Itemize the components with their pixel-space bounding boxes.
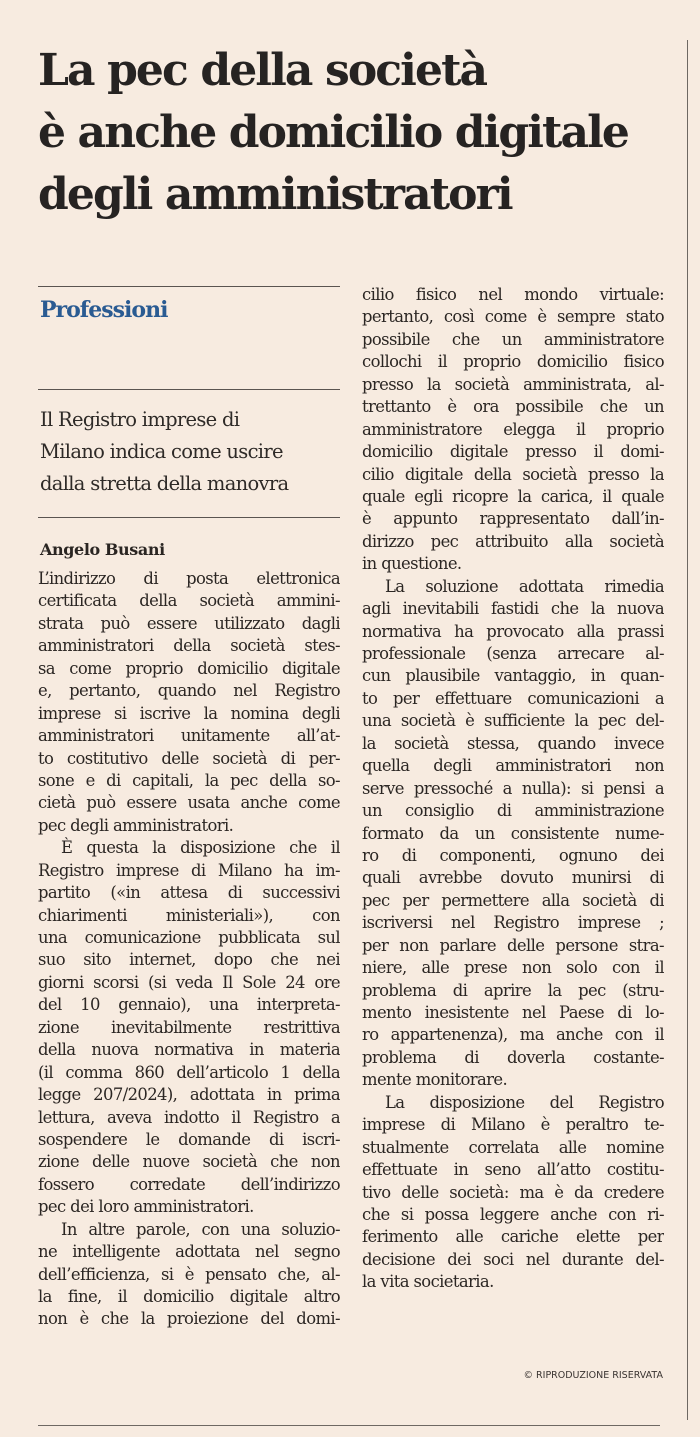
text-line: agli inevitabili fastidi che la nuova [362, 599, 664, 619]
divider [38, 286, 340, 287]
text-line: della nuova normativa in materia [38, 1040, 340, 1060]
text-line: È questa la disposizione che il [61, 838, 340, 858]
text-line: (il comma 860 dell’articolo 1 della [38, 1062, 340, 1082]
text-line: lettura, aveva indotto il Registro a [38, 1107, 340, 1127]
text-line: cilio fisico nel mondo virtuale: [362, 285, 664, 304]
text-line: La soluzione adottata rimedia [385, 576, 664, 596]
author-byline: Angelo Busani [40, 540, 165, 559]
text-line: decisione dei soci nel durante del- [362, 1249, 664, 1269]
text-line: quali avrebbe dovuto munirsi di [362, 868, 664, 888]
text-line: zione inevitabilmente restrittiva [38, 1017, 340, 1037]
article-column-1 [38, 568, 340, 1331]
text-line: in questione. [362, 554, 462, 574]
text-line: giorni scorsi (si veda Il Sole 24 ore [38, 972, 340, 992]
text-line: la fine, il domicilio digitale altro [38, 1287, 340, 1306]
text-line: amministratori unitamente all’at- [38, 726, 340, 746]
text-line: amministratore elegga il proprio [362, 419, 664, 439]
text-line: Registro imprese di Milano ha im- [38, 860, 340, 880]
text-line: presso la società amministrata, al- [362, 374, 664, 394]
text-line: imprese di Milano è peraltro te- [362, 1115, 664, 1135]
text-line: effettuate in seno all’atto costitu- [362, 1160, 664, 1180]
text-line: serve pressoché a nulla): si pensi a [362, 778, 664, 798]
text-line: ferimento alle cariche elette per [362, 1227, 664, 1247]
text-line: pec degli amministratori. [38, 815, 234, 835]
text-line: fossero corredate dell’indirizzo [38, 1174, 340, 1194]
text-line: L’indirizzo di posta elettronica [38, 569, 340, 588]
headline-line: degli amministratori [38, 169, 512, 220]
text-line: e, pertanto, quando nel Registro [38, 681, 340, 701]
text-line: amministratori della società stes- [38, 636, 340, 656]
text-line: quale egli ricopre la carica, il quale [362, 486, 664, 506]
text-line: normativa ha provocato alla prassi [362, 621, 664, 641]
section-label: Professioni [40, 297, 168, 323]
text-line: ro di componenti, ognuno dei [362, 845, 664, 865]
text-line: cietà può essere usata anche come [38, 793, 340, 813]
text-line: ne intelligente adottata nel segno [38, 1242, 340, 1262]
right-border-rule [687, 40, 688, 1420]
text-line: dirizzo pec attribuito alla società [362, 531, 664, 551]
text-line: un consiglio di amministrazione [362, 801, 664, 821]
text-line: In altre parole, con una soluzio- [61, 1219, 340, 1239]
text-line: chiarimenti ministeriali»), con [38, 905, 340, 925]
article-column-2 [362, 284, 664, 1294]
text-line: sospendere le domande di iscri- [38, 1129, 340, 1149]
text-line: problema di doverla costante- [362, 1047, 664, 1067]
text-line: dell’efficienza, si è pensato che, al- [38, 1264, 340, 1284]
text-line: niere, alle prese non solo con il [362, 958, 664, 978]
bottom-divider [38, 1425, 660, 1426]
text-line: domicilio digitale presso il domi- [362, 442, 664, 462]
text-line: stualmente correlata alle nomine [362, 1137, 664, 1157]
text-line: formato da un consistente nume- [362, 823, 664, 843]
text-line: pertanto, così come è sempre stato [362, 307, 664, 327]
subheadline-line: Il Registro imprese di [40, 408, 240, 431]
headline [38, 40, 678, 226]
text-line: La disposizione del Registro [385, 1092, 664, 1112]
text-line: professionale (senza arrecare al- [362, 644, 664, 663]
text-line: to per effettuare comunicazioni a [362, 688, 664, 708]
subheadline [38, 390, 340, 500]
text-line: tivo delle società: ma è da credere [362, 1182, 664, 1202]
text-line: sone e di capitali, la pec della so- [38, 770, 340, 790]
text-line: partito («in attesa di successivi [38, 883, 340, 903]
text-line: strata può essere utilizzato dagli [38, 613, 340, 633]
text-line: problema di aprire la pec (stru- [362, 980, 664, 1000]
text-line: possibile che un amministratore [362, 329, 664, 349]
text-line: la società stessa, quando invece [362, 733, 664, 753]
text-line: sa come proprio domicilio digitale [38, 658, 340, 678]
text-line: imprese si iscrive la nomina degli [38, 703, 340, 723]
text-line: zione delle nuove società che non [38, 1152, 340, 1172]
text-line: mento inesistente nel Paese di lo- [362, 1003, 664, 1022]
text-line: una comunicazione pubblicata sul [38, 928, 340, 947]
text-line: iscriversi nel Registro imprese ; [362, 913, 664, 933]
subheadline-line: Milano indica come uscire [40, 440, 283, 463]
copyright-notice: © RIPRODUZIONE RISERVATA [523, 1370, 663, 1381]
text-line: cilio digitale della società presso la [362, 464, 664, 484]
text-line: certificata della società ammini- [38, 591, 340, 611]
subheadline-line: dalla stretta della manovra [40, 472, 289, 495]
headline-line: La pec della società [38, 45, 487, 96]
text-line: ro appartenenza), ma anche con il [362, 1025, 664, 1045]
text-line: cun plausibile vantaggio, in quan- [362, 666, 664, 686]
text-line: quella degli amministratori non [362, 756, 664, 776]
text-line: per non parlare delle persone stra- [362, 935, 664, 955]
text-line: pec per permettere alla società di [362, 890, 664, 910]
text-line: to costitutivo delle società di per- [38, 748, 340, 768]
text-line: del 10 gennaio), una interpreta- [38, 995, 340, 1015]
headline-line: è anche domicilio digitale [38, 107, 628, 158]
text-line: una società è sufficiente la pec del- [362, 711, 664, 731]
text-line: suo sito internet, dopo che nei [38, 950, 340, 970]
divider [38, 517, 340, 518]
text-line: la vita societaria. [362, 1272, 494, 1292]
text-line: collochi il proprio domicilio fisico [362, 352, 664, 372]
text-line: pec dei loro amministratori. [38, 1197, 254, 1217]
text-line: è appunto rappresentato dall’in- [362, 509, 664, 529]
text-line: legge 207/2024), adottata in prima [38, 1085, 340, 1105]
article-sidebar [38, 286, 340, 562]
text-line: mente monitorare. [362, 1070, 508, 1090]
text-line: che si possa leggere anche con ri- [362, 1204, 664, 1224]
text-line: non è che la proiezione del domi- [38, 1309, 340, 1329]
text-line: trettanto è ora possibile che un [362, 397, 664, 417]
